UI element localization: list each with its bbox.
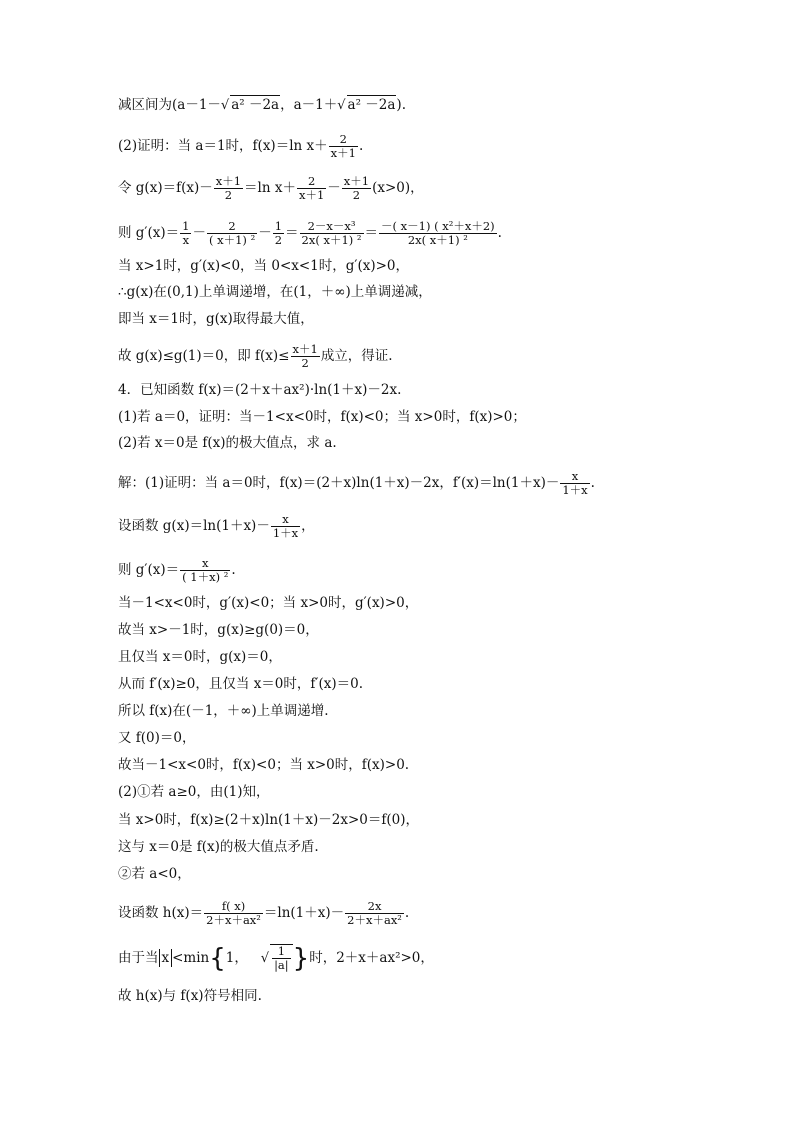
fraction: $\frac{f( x)}{\text{2＋x＋ax²}}$: [206, 899, 261, 927]
line-sign-g2: 当－1<x<0时，g′(x)<0；当 x>0时，g′(x)>0，: [118, 595, 419, 611]
sqrt-symbol: √: [337, 98, 346, 113]
line-decreasing-interval: 减区间为(a－1－√ a² －2a，a－1＋√ a² －2a).: [118, 97, 406, 113]
line-part2-case2: ②若 a<0，: [118, 866, 191, 882]
line-f-derivative-nonneg: 从而 f′(x)≥0，且仅当 x＝0时，f′(x)＝0.: [118, 676, 363, 692]
fraction: $\frac{2}{\text{( x＋1) ²}}$: [208, 219, 256, 247]
problem-4-part-2: (2)若 x＝0是 f(x)的极大值点，求 a.: [118, 435, 337, 451]
line-case1-inequality: 当 x>0时，f(x)≥(2＋x)ln(1＋x)－2x>0＝f(0)，: [118, 812, 419, 828]
line-contradiction: 这与 x＝0是 f(x)的极大值点矛盾.: [118, 839, 319, 855]
line-maximum: 即当 x＝1时，g(x)取得最大值，: [118, 311, 314, 327]
fraction: $\frac{\text{－( x－1) ( x²＋x＋2)}}{\text{2x( x＋1) ²}}$: [381, 219, 495, 247]
fraction: $\frac{2x}{\text{2＋x＋ax²}}$: [347, 899, 402, 927]
line-monotonicity: ∴g(x)在(0,1)上单调递增，在(1，＋∞)上单调递减，: [118, 284, 432, 300]
fraction: $\frac{x+1}{2}$: [343, 174, 370, 202]
line-sign-analysis: 当 x>1时，g′(x)<0，当 0<x<1时，g′(x)>0，: [118, 258, 410, 274]
line-conclusion: 故 g(x)≤g(1)＝0，即 f(x)≤ $\frac{x+1}{2}$ 成立，得证.: [118, 342, 393, 370]
line-g-derivative: 则 g′(x)＝ $\frac{1}{x}$ － $\frac{2}{\text{( x＋1) ²}}$ － $\frac{1}{2}$ ＝ $\frac{\text{2－x－x³}}{\text{2x( x＋1) ²}}$ ＝ $\frac{\text{－( x－1) ( x²＋x＋2)}}{\text{2x( x＋1) ²}}$ .: [118, 219, 502, 247]
line-same-sign: 故 h(x)与 f(x)符号相同.: [118, 988, 262, 1004]
fraction: $\frac{2}{x+1}$: [330, 132, 356, 160]
line-proof-a1: (2)证明：当 a＝1时，f(x)＝ln x＋ $\frac{2}{x+1}$ .: [118, 132, 364, 160]
left-brace: {: [209, 943, 226, 974]
sqrt-symbol: √: [220, 98, 230, 113]
line-define-g2: 设函数 g(x)＝ln(1＋x)－ $\frac{x}{1+x}$ ，: [118, 512, 315, 540]
line-part2-case1: (2)①若 a≥0，由(1)知，: [118, 784, 270, 800]
line-g2-derivative: 则 g′(x)＝ $\frac{x}{\text{( 1＋x) ²}}$ .: [118, 556, 236, 584]
fraction: $\frac{x+1}{2}$: [292, 342, 318, 370]
line-f-increasing: 所以 f(x)在(－1，＋∞)上单调递增.: [118, 703, 329, 719]
line-define-h: 设函数 h(x)＝ $\frac{f( x)}{\text{2＋x＋ax²}}$ ＝ln(1＋x)－ $\frac{2x}{\text{2＋x＋ax²}}$ .: [118, 899, 410, 927]
fraction: $\frac{1}{x}$: [182, 219, 190, 247]
fraction: $\frac{x}{\text{( 1＋x) ²}}$: [182, 556, 229, 584]
right-brace: }: [292, 943, 310, 974]
line-solution-start: 解：(1)证明：当 a＝0时，f(x)＝(2＋x)ln(1＋x)－2x，f′(x)＝ln(1＋x)－ $\frac{x}{1+x}$ .: [118, 469, 595, 497]
line-define-g: 令 g(x)＝f(x)－ $\frac{x+1}{2}$ ＝ln x＋ $\frac{2}{x+1}$ － $\frac{x+1}{2}$ (x>0)，: [118, 174, 424, 202]
fraction: $\frac{1}{2}$: [274, 219, 283, 247]
line-min-condition: 由于当 x <min{1， √ $\frac{1}{|a|}$ }时，2＋x＋ax²>0，: [118, 943, 434, 974]
line-equality: 且仅当 x＝0时，g(x)＝0，: [118, 649, 282, 665]
line-part1-conclusion: 故当－1<x<0时，f(x)<0；当 x>0时，f(x)>0.: [118, 757, 410, 773]
fraction: $\frac{1}{|a|}$: [274, 944, 289, 972]
fraction: $\frac{2}{x+1}$: [298, 174, 325, 202]
line-f0: 又 f(0)＝0，: [118, 730, 196, 746]
fraction: $\frac{x}{1+x}$: [562, 469, 588, 497]
problem-4-statement: 4．已知函数 f(x)＝(2＋x＋ax²)·ln(1＋x)－2x.: [118, 382, 402, 398]
problem-4-part-1: (1)若 a＝0，证明：当－1<x<0时，f(x)<0；当 x>0时，f(x)>0；: [118, 409, 526, 425]
fraction: $\frac{\text{2－x－x³}}{\text{2x( x＋1) ²}}$: [301, 219, 362, 247]
fraction: $\frac{x}{1+x}$: [272, 512, 299, 540]
sqrt-symbol: √: [260, 951, 270, 966]
fraction: $\frac{x+1}{2}$: [215, 174, 242, 202]
line-g2-bound: 故当 x>－1时，g(x)≥g(0)＝0，: [118, 622, 319, 638]
